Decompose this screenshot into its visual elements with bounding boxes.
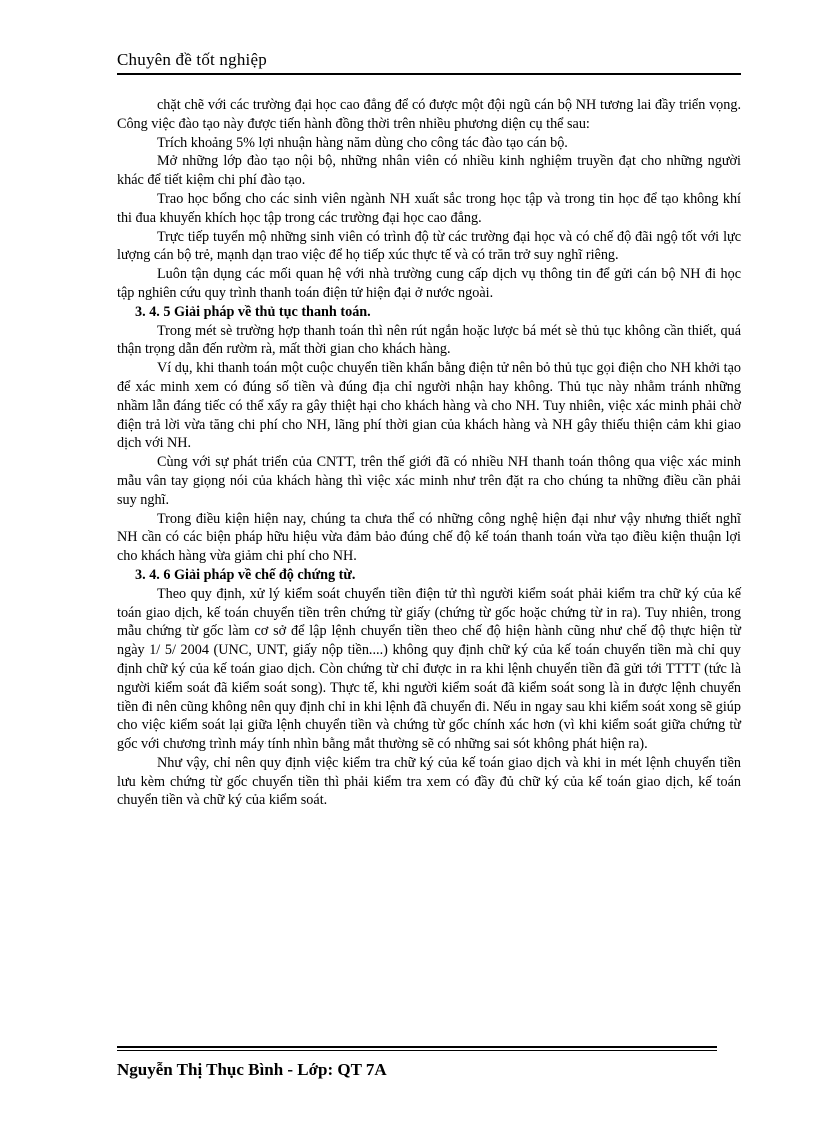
footer-rule [117, 1046, 717, 1048]
footer-rule [117, 1050, 717, 1051]
paragraph: Theo quy định, xử lý kiểm soát chuyển tiền điện tử thì người kiểm soát phải kiểm tra chữ ký của kế toán giao dịch, kế toán chuyển tiền trên chứng từ giấy (chứng từ gốc hoặc chứng từ in ra). Tuy nhiên, trong mẫu chứng từ gốc làm cơ sở để lập lệnh chuyển tiền theo chế độ hiện hành cũng như chế độ thực hiện từ ngày 1/ 5/ 2004 (UNC, UNT, giấy nộp tiền....) không quy định chữ ký của kế toán chuyển tiền mà chỉ quy định chữ ký của kế toán giao dịch. Còn chứng từ chỉ được in ra khi lệnh chuyển tiền đã gửi tới TTTT (tức là người kiểm soát đã kiểm soát song). Thực tế, khi người kiểm soát đã kiểm soát song là in được lệnh chuyển tiền đi nên cũng không nên quy định chỉ in khi lệnh đã chuyển đi. Nếu in ngay sau khi kiểm soát xong sẽ giúp cho việc kiểm soát lại giữa lệnh chuyển tiền và chứng từ gốc chính xác hơn (vì khi kiểm soát giữa chứng từ gốc với chương trình máy tính nhìn bằng mắt thường sẽ có những sai sót không phát hiện ra). [117, 585, 741, 753]
paragraph: chặt chẽ với các trường đại học cao đẳng để có được một đội ngũ cán bộ NH tương lai đầy triển vọng. Công việc đào tạo này được tiến hành đồng thời trên nhiều phương diện cụ thể sau: [117, 97, 741, 132]
paragraph: Trực tiếp tuyển mộ những sinh viên có trình độ từ các trường đại học và có chế độ đãi ngộ tốt với lực lượng cán bộ trẻ, mạnh dạn trao việc để họ tiếp xúc thực tế và có trăn trở suy nghĩ riêng. [117, 228, 741, 264]
paragraph: Trong điều kiện hiện nay, chúng ta chưa thể có những công nghệ hiện đại như vậy nhưng thiết nghĩ NH cần có các biện pháp hữu hiệu vừa đảm bảo đúng chế độ kế toán thanh toán vừa tạo điều kiện thuận lợi cho khách hàng vừa giảm chi phí cho NH. [117, 510, 741, 565]
footer-author: Nguyễn Thị Thục Bình - Lớp: QT 7A [117, 1060, 387, 1079]
paragraph: Mở những lớp đào tạo nội bộ, những nhân viên có nhiều kinh nghiệm truyền đạt cho những người khác để tiết kiệm chi phí đào tạo. [117, 153, 741, 189]
section-heading: 3. 4. 5 Giải pháp về thủ tục thanh toán. [135, 303, 371, 320]
page-footer [117, 1046, 717, 1081]
paragraph: Trong mét sè trường hợp thanh toán thì nên rút ngắn hoặc lược bá mét sè thủ tục không cần thiết, quá thận trọng dẫn đến rườm rà, mất thời gian cho khách hàng. [117, 322, 741, 358]
paragraph: Cùng với sự phát triển của CNTT, trên thế giới đã có nhiều NH thanh toán thông qua việc xác minh mẫu vân tay giọng nói của khách hàng thì việc xác minh như trên đặt ra cho chúng ta những điều cần phải suy nghĩ. [117, 454, 741, 508]
paragraph: Luôn tận dụng các mối quan hệ với nhà trường cung cấp dịch vụ thông tin để gửi cán bộ NH đi học tập nghiên cứu quy trình thanh toán điện tử hiện đại ở nước ngoài. [117, 266, 741, 301]
header-rule [117, 73, 741, 75]
paragraph: Trao học bổng cho các sinh viên ngành NH xuất sắc trong học tập và trong tin học để tạo không khí thi đua khuyến khích học tập trong các trường đại học cao đẳng. [117, 190, 741, 226]
paragraph: Trích khoảng 5% lợi nhuận hàng năm dùng cho công tác đào tạo cán bộ. [157, 134, 568, 151]
page-header [117, 49, 741, 75]
paragraph: Như vậy, chỉ nên quy định việc kiểm tra chữ ký của kế toán giao dịch và khi in mét lệnh chuyển tiền lưu kèm chứng từ gốc chuyển tiền thì phải kiểm tra xem có đầy đủ chữ ký của kế toán giao dịch, kế toán chuyển tiền và chữ ký của kiểm soát. [117, 754, 741, 809]
page-body [117, 96, 741, 810]
section-heading: 3. 4. 6 Giải pháp về chế độ chứng từ. [135, 566, 356, 583]
paragraph: Ví dụ, khi thanh toán một cuộc chuyển tiền khẩn bằng điện tử nên bỏ thủ tục gọi điện cho NH khởi tạo để xác minh xem có đúng số tiền và đúng địa chỉ người nhận hay không. Thủ tục này nhằm tránh những nhầm lẫn đáng tiếc có thể xẩy ra gây thiệt hại cho khách hàng và cho NH. Tuy nhiên, việc xác minh phải chờ điện trả lời vừa tăng chi phí cho NH, lãng phí thời gian của khách hàng và NH gây thiếu thiện cảm khi giao dịch với NH. [117, 360, 741, 452]
header-title: Chuyên đề tốt nghiệp [117, 50, 267, 69]
